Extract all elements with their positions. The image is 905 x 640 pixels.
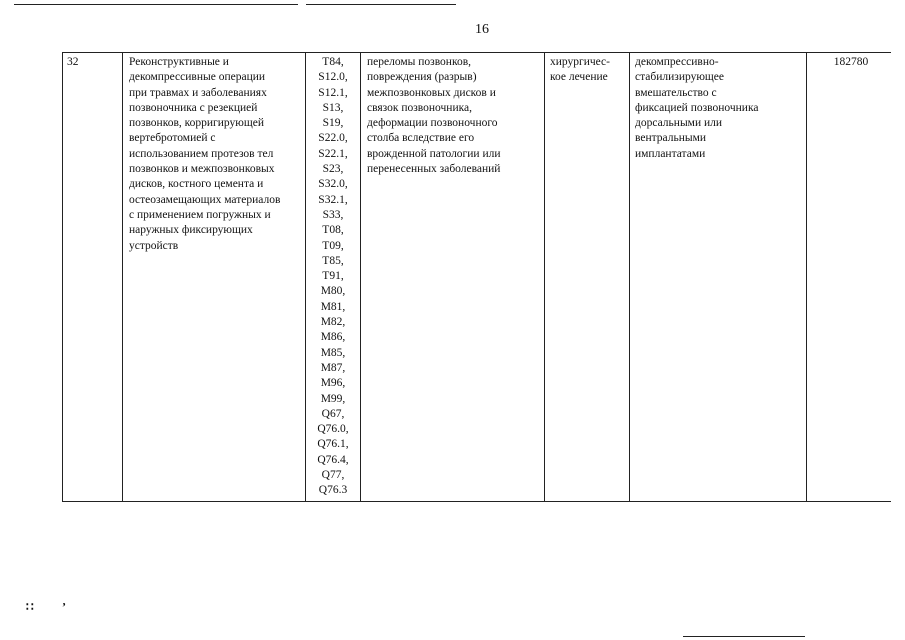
diagnosis-code: Q77, xyxy=(321,469,345,482)
diagnosis-code: M96, xyxy=(320,377,346,390)
patient-model-line: врожденной патологии или xyxy=(367,147,501,160)
patient-model-line: повреждения (разрыв) xyxy=(367,71,477,84)
procedure-name-cell xyxy=(129,55,304,254)
patient-model-line: столба вследствие его xyxy=(367,132,475,145)
diagnosis-code: T08, xyxy=(322,224,344,237)
cost-value: 182780 xyxy=(833,56,869,68)
diagnosis-code: S23, xyxy=(322,163,344,176)
treatment-method-line: вмешательство с xyxy=(635,86,717,99)
procedure-name-line: позвоночника с резекцией xyxy=(129,101,258,114)
procedure-name-line: позвонков, корригирующей xyxy=(129,117,264,130)
diagnosis-code: Q76.4, xyxy=(317,453,349,466)
treatment-method-line: фиксацией позвоночника xyxy=(635,101,759,114)
procedure-name-line: вертебротомией с xyxy=(129,132,216,145)
scan-mark-right: ʼ xyxy=(62,600,66,614)
diagnosis-code: S13, xyxy=(322,101,344,114)
diagnosis-code: M85, xyxy=(320,346,346,359)
diagnosis-code: T84, xyxy=(322,56,344,68)
page-number: 16 xyxy=(475,22,489,37)
procedure-name-line: с применением погружных и xyxy=(129,208,271,221)
diagnosis-code: M99, xyxy=(320,392,346,405)
diagnosis-code: Q67, xyxy=(321,407,345,420)
procedure-name-line: при травмах и заболеваниях xyxy=(129,86,267,99)
diagnosis-code: S32.1, xyxy=(318,193,348,206)
treatment-method-line: имплантатами xyxy=(635,147,706,160)
diagnosis-code: S22.0, xyxy=(318,132,348,145)
procedure-name-line: использованием протезов тел xyxy=(129,147,274,160)
diagnosis-code: Q76.0, xyxy=(317,423,349,436)
procedure-name-line: Реконструктивные и xyxy=(129,56,229,68)
procedure-name-line: устройств xyxy=(129,239,179,252)
diagnosis-code: T85, xyxy=(322,254,344,267)
footer-rule xyxy=(683,636,805,637)
header-rule-left xyxy=(14,4,298,5)
column-divider-1 xyxy=(122,52,123,502)
column-divider-5 xyxy=(629,52,630,502)
patient-model-line: деформации позвоночного xyxy=(367,117,498,130)
patient-model-cell xyxy=(367,55,545,177)
treatment-type-line: кое лечение xyxy=(550,71,608,84)
treatment-method-line: вентральными xyxy=(635,132,707,145)
row-number-cell xyxy=(67,55,117,70)
diagnosis-code: S12.1, xyxy=(318,86,348,99)
procedure-name-line: позвонков и межпозвонковых xyxy=(129,163,275,176)
diagnosis-code: S19, xyxy=(322,117,344,130)
procedure-name-line: наружных фиксирующих xyxy=(129,224,253,237)
diagnosis-code: S32.0, xyxy=(318,178,348,191)
patient-model-line: перенесенных заболеваний xyxy=(367,163,501,176)
diagnosis-code: M86, xyxy=(320,331,346,344)
treatment-type-line: хирургичес- xyxy=(550,56,610,68)
diagnosis-code: M81, xyxy=(320,300,346,313)
treatment-type-cell xyxy=(550,55,628,86)
diagnosis-code: M82, xyxy=(320,316,346,329)
procedure-name-line: декомпрессивные операции xyxy=(129,71,266,84)
diagnosis-code: S33, xyxy=(322,208,344,221)
patient-model-line: связок позвоночника, xyxy=(367,101,472,114)
diagnosis-code: S12.0, xyxy=(318,71,348,84)
diagnosis-code: Q76.1, xyxy=(317,438,349,451)
column-divider-2 xyxy=(305,52,306,502)
patient-model-line: межпозвонковых дисков и xyxy=(367,86,496,99)
diagnosis-code: Q76.3 xyxy=(318,484,348,497)
treatment-method-cell xyxy=(635,55,810,162)
cost-cell xyxy=(812,55,890,70)
procedure-name-line: остеозамещающих материалов xyxy=(129,193,281,206)
diagnosis-code: S22.1, xyxy=(318,147,348,160)
procedure-name-line: дисков, костного цемента и xyxy=(129,178,264,191)
header-rule-right xyxy=(306,4,456,5)
scan-mark-left: ∷ xyxy=(26,600,34,614)
treatment-method-line: стабилизирующее xyxy=(635,71,724,84)
row-number: 32 xyxy=(67,56,79,68)
diagnosis-code: T09, xyxy=(322,239,344,252)
diagnosis-code: M80, xyxy=(320,285,346,298)
diagnosis-code: T91, xyxy=(322,270,344,283)
column-divider-3 xyxy=(360,52,361,502)
treatment-method-line: дорсальными или xyxy=(635,117,723,130)
treatment-method-line: декомпрессивно- xyxy=(635,56,719,68)
diagnosis-code: M87, xyxy=(320,361,346,374)
patient-model-line: переломы позвонков, xyxy=(367,56,472,68)
diagnosis-codes-cell xyxy=(309,55,357,499)
